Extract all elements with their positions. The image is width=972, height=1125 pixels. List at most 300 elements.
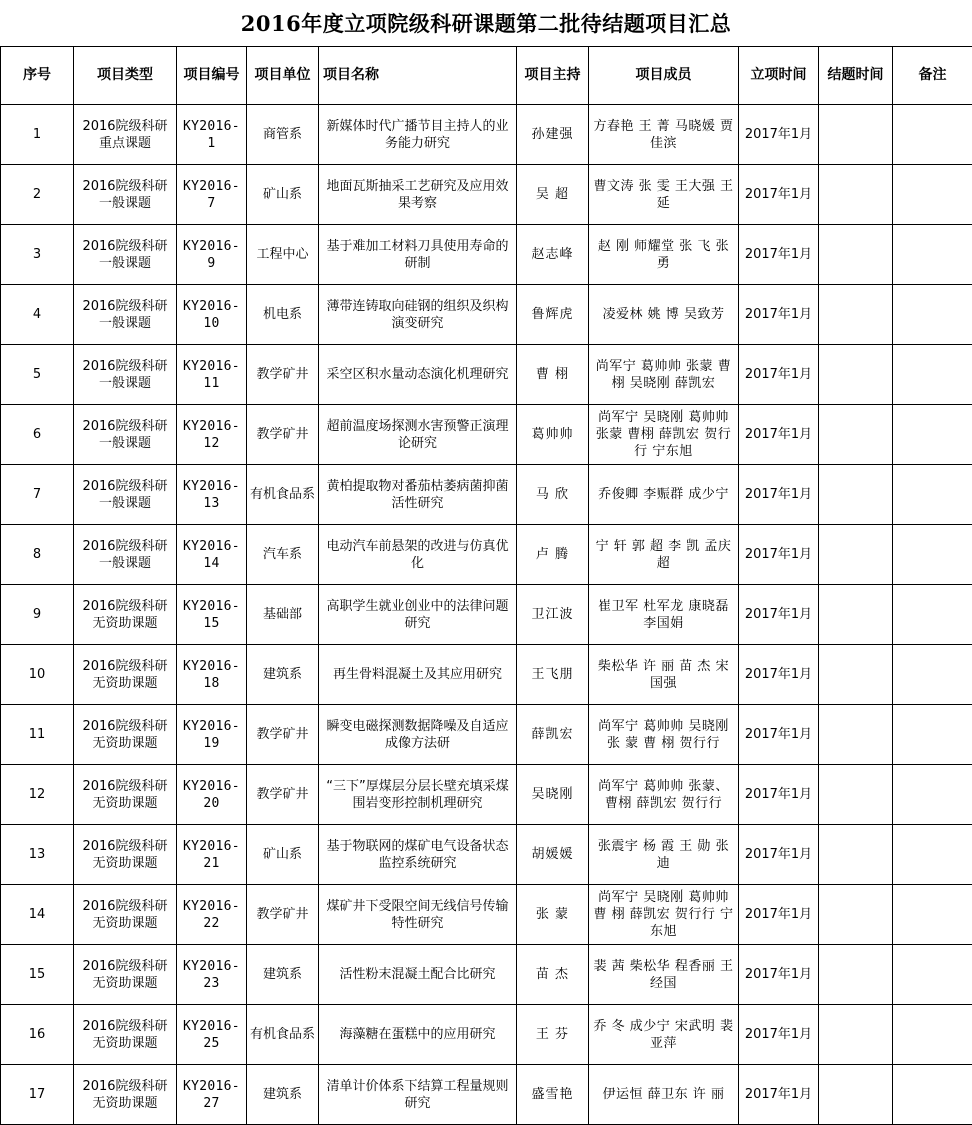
- cell-code[interactable]: [177, 705, 247, 765]
- cell-leader-text: 张 蒙: [535, 907, 570, 922]
- cell-name-text: 高职学生就业创业中的法律问题研究: [326, 598, 509, 631]
- cell-end[interactable]: [819, 825, 893, 885]
- cell-type[interactable]: [74, 465, 177, 525]
- cell-members-text: 凌爱林 姚 博 吴致芳: [602, 307, 725, 322]
- table-row: [1, 405, 972, 465]
- cell-seq-text: 15: [28, 967, 46, 982]
- cell-note[interactable]: [893, 525, 972, 585]
- cell-unit-text: 有机食品系: [250, 1027, 315, 1042]
- cell-type-text: 2016院级科研无资助课题: [82, 1018, 168, 1051]
- cell-unit[interactable]: [247, 1065, 319, 1125]
- cell-name[interactable]: [319, 165, 517, 225]
- cell-name[interactable]: [319, 465, 517, 525]
- cell-name[interactable]: [319, 825, 517, 885]
- cell-start-text: 2017年1月: [744, 967, 813, 982]
- cell-start[interactable]: [739, 465, 819, 525]
- cell-leader[interactable]: [517, 345, 589, 405]
- cell-code-text: KY2016-19: [183, 718, 240, 751]
- cell-note[interactable]: [893, 945, 972, 1005]
- cell-name[interactable]: [319, 525, 517, 585]
- cell-leader[interactable]: [517, 525, 589, 585]
- project-table: [0, 46, 972, 1125]
- cell-end[interactable]: [819, 345, 893, 405]
- cell-code-text: KY2016-18: [183, 658, 240, 691]
- cell-seq-text: 8: [32, 547, 42, 562]
- cell-name-text: 活性粉末混凝土配合比研究: [339, 967, 496, 982]
- cell-start-text: 2017年1月: [744, 307, 813, 322]
- cell-unit[interactable]: [247, 945, 319, 1005]
- cell-start-text: 2017年1月: [744, 667, 813, 682]
- cell-start[interactable]: [739, 345, 819, 405]
- cell-end[interactable]: [819, 945, 893, 1005]
- cell-start[interactable]: [739, 225, 819, 285]
- table-row: [1, 345, 972, 405]
- cell-seq[interactable]: [1, 405, 74, 465]
- cell-members-text: 尚军宁 葛帅帅 张蒙 曹 栩 吴晓刚 薛凯宏: [595, 358, 732, 391]
- cell-note[interactable]: [893, 825, 972, 885]
- cell-unit[interactable]: [247, 225, 319, 285]
- cell-start-text: 2017年1月: [744, 127, 813, 142]
- cell-members-text: 崔卫军 杜军龙 康晓磊 李国娟: [598, 598, 729, 631]
- cell-note[interactable]: [893, 1065, 972, 1125]
- cell-name-text: 新媒体时代广播节目主持人的业务能力研究: [326, 118, 509, 151]
- cell-start-text: 2017年1月: [744, 187, 813, 202]
- cell-note[interactable]: [893, 1005, 972, 1065]
- cell-leader[interactable]: [517, 1065, 589, 1125]
- table-row: [1, 645, 972, 705]
- cell-type[interactable]: [74, 405, 177, 465]
- cell-members-text: 宁 轩 郭 超 李 凯 孟庆超: [595, 538, 732, 571]
- cell-start[interactable]: [739, 105, 819, 165]
- cell-start-text: 2017年1月: [744, 547, 813, 562]
- cell-seq[interactable]: [1, 285, 74, 345]
- cell-seq[interactable]: [1, 345, 74, 405]
- cell-end[interactable]: [819, 225, 893, 285]
- cell-members-text: 曹文涛 张 雯 王大强 王 延: [593, 178, 734, 211]
- cell-name-text: 再生骨料混凝土及其应用研究: [332, 667, 502, 682]
- cell-seq[interactable]: [1, 465, 74, 525]
- cell-leader-text: 盛雪艳: [531, 1087, 574, 1102]
- cell-start[interactable]: [739, 1065, 819, 1125]
- cell-members[interactable]: [589, 885, 739, 945]
- cell-members-text: 尚军宁 吴晓刚 葛帅帅 曹 栩 薛凯宏 贺行行 宁东旭: [593, 890, 734, 939]
- cell-seq-text: 17: [28, 1087, 46, 1102]
- cell-seq[interactable]: [1, 705, 74, 765]
- cell-type-text: 2016院级科研无资助课题: [82, 598, 168, 631]
- cell-code[interactable]: [177, 945, 247, 1005]
- cell-note[interactable]: [893, 705, 972, 765]
- cell-note[interactable]: [893, 225, 972, 285]
- cell-start-text: 2017年1月: [744, 1027, 813, 1042]
- table-row: [1, 225, 972, 285]
- cell-unit[interactable]: [247, 885, 319, 945]
- cell-type[interactable]: [74, 225, 177, 285]
- cell-name[interactable]: [319, 645, 517, 705]
- cell-members[interactable]: [589, 705, 739, 765]
- cell-type[interactable]: [74, 525, 177, 585]
- cell-code[interactable]: [177, 885, 247, 945]
- cell-name[interactable]: [319, 225, 517, 285]
- header-code: 项目编号: [177, 47, 247, 105]
- cell-unit-text: 教学矿井: [256, 787, 309, 802]
- cell-seq[interactable]: [1, 225, 74, 285]
- cell-type[interactable]: [74, 1065, 177, 1125]
- cell-note[interactable]: [893, 345, 972, 405]
- cell-start-text: 2017年1月: [744, 1087, 813, 1102]
- cell-leader-text: 卫江波: [531, 607, 574, 622]
- cell-seq[interactable]: [1, 765, 74, 825]
- cell-members[interactable]: [589, 765, 739, 825]
- cell-members[interactable]: [589, 945, 739, 1005]
- cell-unit[interactable]: [247, 585, 319, 645]
- cell-code[interactable]: [177, 1065, 247, 1125]
- cell-seq[interactable]: [1, 885, 74, 945]
- cell-leader[interactable]: [517, 1005, 589, 1065]
- cell-members[interactable]: [589, 1005, 739, 1065]
- cell-start[interactable]: [739, 645, 819, 705]
- cell-unit[interactable]: [247, 705, 319, 765]
- cell-unit-text: 教学矿井: [256, 727, 309, 742]
- cell-leader[interactable]: [517, 105, 589, 165]
- cell-leader-text: 葛帅帅: [531, 427, 574, 442]
- cell-type-text: 2016院级科研无资助课题: [82, 718, 168, 751]
- cell-type[interactable]: [74, 165, 177, 225]
- cell-leader[interactable]: [517, 885, 589, 945]
- cell-note[interactable]: [893, 645, 972, 705]
- cell-unit-text: 教学矿井: [256, 427, 309, 442]
- cell-leader[interactable]: [517, 945, 589, 1005]
- cell-type[interactable]: [74, 645, 177, 705]
- cell-unit-text: 工程中心: [256, 247, 309, 262]
- header-leader: 项目主持: [517, 47, 589, 105]
- cell-code[interactable]: [177, 285, 247, 345]
- table-row: [1, 1005, 972, 1065]
- cell-seq[interactable]: [1, 1065, 74, 1125]
- cell-end[interactable]: [819, 285, 893, 345]
- cell-name[interactable]: [319, 1005, 517, 1065]
- cell-name-text: 瞬变电磁探测数据降噪及自适应成像方法研: [326, 718, 509, 751]
- cell-leader[interactable]: [517, 765, 589, 825]
- cell-name[interactable]: [319, 585, 517, 645]
- cell-start[interactable]: [739, 525, 819, 585]
- cell-type[interactable]: [74, 105, 177, 165]
- cell-members-text: 尚军宁 葛帅帅 吴晓刚 张 蒙 曹 栩 贺行行: [598, 718, 729, 751]
- cell-start[interactable]: [739, 405, 819, 465]
- cell-type-text: 2016院级科研无资助课题: [82, 898, 168, 931]
- cell-start-text: 2017年1月: [744, 367, 813, 382]
- cell-leader-text: 卢 腾: [535, 547, 570, 562]
- cell-leader[interactable]: [517, 165, 589, 225]
- cell-code[interactable]: [177, 165, 247, 225]
- header-end: 结题时间: [819, 47, 893, 105]
- cell-note[interactable]: [893, 105, 972, 165]
- cell-code-text: KY2016-13: [183, 478, 240, 511]
- header-name: 项目名称: [319, 47, 517, 105]
- cell-members[interactable]: [589, 105, 739, 165]
- cell-type-text: 2016院级科研重点课题: [82, 118, 168, 151]
- cell-members-text: 乔俊卿 李赈群 成少宁: [598, 487, 729, 502]
- cell-seq[interactable]: [1, 525, 74, 585]
- cell-end[interactable]: [819, 1065, 893, 1125]
- cell-type[interactable]: [74, 825, 177, 885]
- cell-unit[interactable]: [247, 645, 319, 705]
- cell-seq[interactable]: [1, 165, 74, 225]
- cell-members-text: 裴 茜 柴松华 程香丽 王经国: [593, 958, 734, 991]
- cell-start[interactable]: [739, 1005, 819, 1065]
- cell-start-text: 2017年1月: [744, 487, 813, 502]
- cell-start[interactable]: [739, 585, 819, 645]
- cell-members[interactable]: [589, 825, 739, 885]
- cell-code[interactable]: [177, 825, 247, 885]
- cell-start[interactable]: [739, 825, 819, 885]
- cell-start-text: 2017年1月: [744, 727, 813, 742]
- cell-code[interactable]: [177, 105, 247, 165]
- cell-code-text: KY2016-27: [183, 1078, 240, 1111]
- cell-seq-text: 11: [28, 727, 46, 742]
- cell-code-text: KY2016-11: [183, 358, 240, 391]
- cell-leader[interactable]: [517, 285, 589, 345]
- cell-leader[interactable]: [517, 225, 589, 285]
- cell-members[interactable]: [589, 225, 739, 285]
- cell-members-text: 乔 冬 成少宁 宋武明 裴亚萍: [593, 1018, 734, 1051]
- cell-name-text: 电动汽车前悬架的改进与仿真优化: [326, 538, 509, 571]
- cell-note[interactable]: [893, 405, 972, 465]
- cell-unit-text: 教学矿井: [256, 367, 309, 382]
- cell-members[interactable]: [589, 645, 739, 705]
- cell-seq[interactable]: [1, 105, 74, 165]
- cell-name-text: 清单计价体系下结算工程量规则研究: [326, 1078, 509, 1111]
- cell-seq[interactable]: [1, 585, 74, 645]
- cell-start-text: 2017年1月: [744, 787, 813, 802]
- cell-type-text: 2016院级科研无资助课题: [82, 838, 168, 871]
- cell-name-text: 采空区积水量动态演化机理研究: [326, 367, 509, 382]
- cell-type-text: 2016院级科研一般课题: [82, 478, 168, 511]
- cell-code[interactable]: [177, 465, 247, 525]
- cell-type[interactable]: [74, 345, 177, 405]
- cell-unit-text: 基础部: [262, 607, 302, 622]
- cell-code-text: KY2016-1: [183, 118, 240, 151]
- cell-type[interactable]: [74, 1005, 177, 1065]
- cell-leader-text: 鲁辉虎: [531, 307, 574, 322]
- cell-code-text: KY2016-12: [183, 418, 240, 451]
- cell-seq-text: 7: [32, 487, 42, 502]
- cell-code-text: KY2016-20: [183, 778, 240, 811]
- cell-seq-text: 12: [28, 787, 46, 802]
- table-body: [1, 105, 972, 1125]
- cell-unit-text: 矿山系: [262, 187, 302, 202]
- cell-unit[interactable]: [247, 345, 319, 405]
- cell-unit-text: 商管系: [262, 127, 302, 142]
- cell-type[interactable]: [74, 945, 177, 1005]
- table-row: [1, 165, 972, 225]
- cell-name-text: 超前温度场探测水害预警正演理论研究: [326, 418, 509, 451]
- cell-code[interactable]: [177, 225, 247, 285]
- cell-name[interactable]: [319, 945, 517, 1005]
- cell-end[interactable]: [819, 1005, 893, 1065]
- cell-name-text: 基于难加工材料刀具使用寿命的研制: [326, 238, 509, 271]
- cell-seq-text: 1: [32, 127, 42, 142]
- cell-end[interactable]: [819, 105, 893, 165]
- cell-leader-text: 胡媛媛: [531, 847, 574, 862]
- cell-code-text: KY2016-10: [183, 298, 240, 331]
- cell-leader[interactable]: [517, 585, 589, 645]
- cell-type-text: 2016院级科研一般课题: [82, 298, 168, 331]
- cell-seq[interactable]: [1, 1005, 74, 1065]
- table-row: [1, 1065, 972, 1125]
- cell-name-text: 基于物联网的煤矿电气设备状态监控系统研究: [326, 838, 509, 871]
- header-members: 项目成员: [589, 47, 739, 105]
- cell-name[interactable]: [319, 285, 517, 345]
- cell-type[interactable]: [74, 705, 177, 765]
- cell-end[interactable]: [819, 405, 893, 465]
- header-type: 项目类型: [74, 47, 177, 105]
- cell-note[interactable]: [893, 765, 972, 825]
- cell-members[interactable]: [589, 1065, 739, 1125]
- cell-name[interactable]: [319, 345, 517, 405]
- cell-members-text: 赵 刚 师耀堂 张 飞 张勇: [597, 238, 730, 271]
- cell-type-text: 2016院级科研一般课题: [82, 178, 168, 211]
- cell-start[interactable]: [739, 285, 819, 345]
- cell-code-text: KY2016-9: [183, 238, 240, 271]
- cell-members[interactable]: [589, 525, 739, 585]
- cell-name[interactable]: [319, 705, 517, 765]
- cell-seq-text: 5: [32, 367, 42, 382]
- cell-name-text: 海藻糖在蛋糕中的应用研究: [339, 1027, 496, 1042]
- cell-unit[interactable]: [247, 105, 319, 165]
- cell-type-text: 2016院级科研无资助课题: [82, 778, 168, 811]
- cell-code[interactable]: [177, 345, 247, 405]
- cell-unit[interactable]: [247, 405, 319, 465]
- cell-leader[interactable]: [517, 645, 589, 705]
- cell-code[interactable]: [177, 405, 247, 465]
- cell-members[interactable]: [589, 165, 739, 225]
- cell-leader[interactable]: [517, 405, 589, 465]
- cell-members[interactable]: [589, 345, 739, 405]
- cell-seq[interactable]: [1, 945, 74, 1005]
- cell-code-text: KY2016-15: [183, 598, 240, 631]
- cell-code-text: KY2016-23: [183, 958, 240, 991]
- cell-end[interactable]: [819, 885, 893, 945]
- cell-note[interactable]: [893, 285, 972, 345]
- cell-type-text: 2016院级科研一般课题: [82, 238, 168, 271]
- cell-start[interactable]: [739, 705, 819, 765]
- cell-name-text: 煤矿井下受限空间无线信号传输特性研究: [326, 898, 509, 931]
- cell-code[interactable]: [177, 1005, 247, 1065]
- cell-unit-text: 教学矿井: [256, 907, 309, 922]
- cell-unit[interactable]: [247, 285, 319, 345]
- cell-code[interactable]: [177, 525, 247, 585]
- cell-members[interactable]: [589, 405, 739, 465]
- cell-unit[interactable]: [247, 465, 319, 525]
- cell-seq-text: 2: [32, 187, 42, 202]
- cell-leader[interactable]: [517, 465, 589, 525]
- cell-members-text: 伊运恒 薛卫东 许 丽: [602, 1087, 725, 1102]
- cell-members[interactable]: [589, 585, 739, 645]
- cell-unit-text: 汽车系: [262, 547, 302, 562]
- cell-end[interactable]: [819, 645, 893, 705]
- cell-end[interactable]: [819, 165, 893, 225]
- cell-code[interactable]: [177, 765, 247, 825]
- cell-name-text: 薄带连铸取向硅钢的组织及织构演变研究: [326, 298, 509, 331]
- cell-code[interactable]: [177, 585, 247, 645]
- header-seq: 序号: [1, 47, 74, 105]
- cell-note[interactable]: [893, 885, 972, 945]
- cell-leader[interactable]: [517, 705, 589, 765]
- cell-unit[interactable]: [247, 165, 319, 225]
- cell-seq-text: 4: [32, 307, 42, 322]
- cell-name[interactable]: [319, 765, 517, 825]
- cell-seq-text: 3: [32, 247, 42, 262]
- cell-leader-text: 赵志峰: [531, 247, 574, 262]
- cell-type-text: 2016院级科研无资助课题: [82, 658, 168, 691]
- cell-name-text: “三下”厚煤层分层长壁充填采煤围岩变形控制机理研究: [326, 778, 509, 811]
- cell-end[interactable]: [819, 705, 893, 765]
- cell-seq-text: 16: [28, 1027, 46, 1042]
- cell-seq-text: 14: [28, 907, 46, 922]
- cell-members-text: 尚军宁 吴晓刚 葛帅帅 张蒙 曹栩 薛凯宏 贺行行 宁东旭: [595, 410, 732, 459]
- table-row: [1, 105, 972, 165]
- cell-name[interactable]: [319, 1065, 517, 1125]
- cell-note[interactable]: [893, 165, 972, 225]
- cell-type[interactable]: [74, 285, 177, 345]
- cell-members-text: 尚军宁 葛帅帅 张蒙、曹栩 薛凯宏 贺行行: [598, 778, 729, 811]
- cell-start-text: 2017年1月: [744, 607, 813, 622]
- cell-name[interactable]: [319, 885, 517, 945]
- cell-note[interactable]: [893, 465, 972, 525]
- cell-unit[interactable]: [247, 825, 319, 885]
- cell-end[interactable]: [819, 585, 893, 645]
- cell-end[interactable]: [819, 765, 893, 825]
- cell-members[interactable]: [589, 285, 739, 345]
- cell-members-text: 柴松华 许 丽 苗 杰 宋国强: [597, 658, 730, 691]
- cell-leader[interactable]: [517, 825, 589, 885]
- cell-end[interactable]: [819, 465, 893, 525]
- cell-unit-text: 矿山系: [262, 847, 302, 862]
- table-row: [1, 885, 972, 945]
- cell-seq[interactable]: [1, 645, 74, 705]
- cell-start[interactable]: [739, 165, 819, 225]
- cell-unit[interactable]: [247, 1005, 319, 1065]
- cell-seq-text: 10: [28, 667, 46, 682]
- cell-code[interactable]: [177, 645, 247, 705]
- cell-unit[interactable]: [247, 765, 319, 825]
- cell-end[interactable]: [819, 525, 893, 585]
- cell-start[interactable]: [739, 885, 819, 945]
- table-row: [1, 525, 972, 585]
- header-note: 备注: [893, 47, 972, 105]
- cell-seq[interactable]: [1, 825, 74, 885]
- cell-name[interactable]: [319, 405, 517, 465]
- cell-name-text: 黄柏提取物对番茄枯萎病菌抑菌活性研究: [326, 478, 509, 511]
- cell-name-text: 地面瓦斯抽采工艺研究及应用效果考察: [326, 178, 509, 211]
- cell-type[interactable]: [74, 765, 177, 825]
- cell-unit-text: 建筑系: [262, 967, 302, 982]
- cell-type[interactable]: [74, 885, 177, 945]
- cell-name[interactable]: [319, 105, 517, 165]
- cell-note[interactable]: [893, 585, 972, 645]
- header-row: [1, 47, 972, 105]
- cell-start[interactable]: [739, 945, 819, 1005]
- cell-type[interactable]: [74, 585, 177, 645]
- table-row: [1, 465, 972, 525]
- cell-leader-text: 吴 超: [535, 187, 570, 202]
- cell-seq-text: 6: [32, 427, 42, 442]
- cell-code-text: KY2016-21: [183, 838, 240, 871]
- cell-members[interactable]: [589, 465, 739, 525]
- cell-leader-text: 薛凯宏: [531, 727, 574, 742]
- cell-start[interactable]: [739, 765, 819, 825]
- cell-unit[interactable]: [247, 525, 319, 585]
